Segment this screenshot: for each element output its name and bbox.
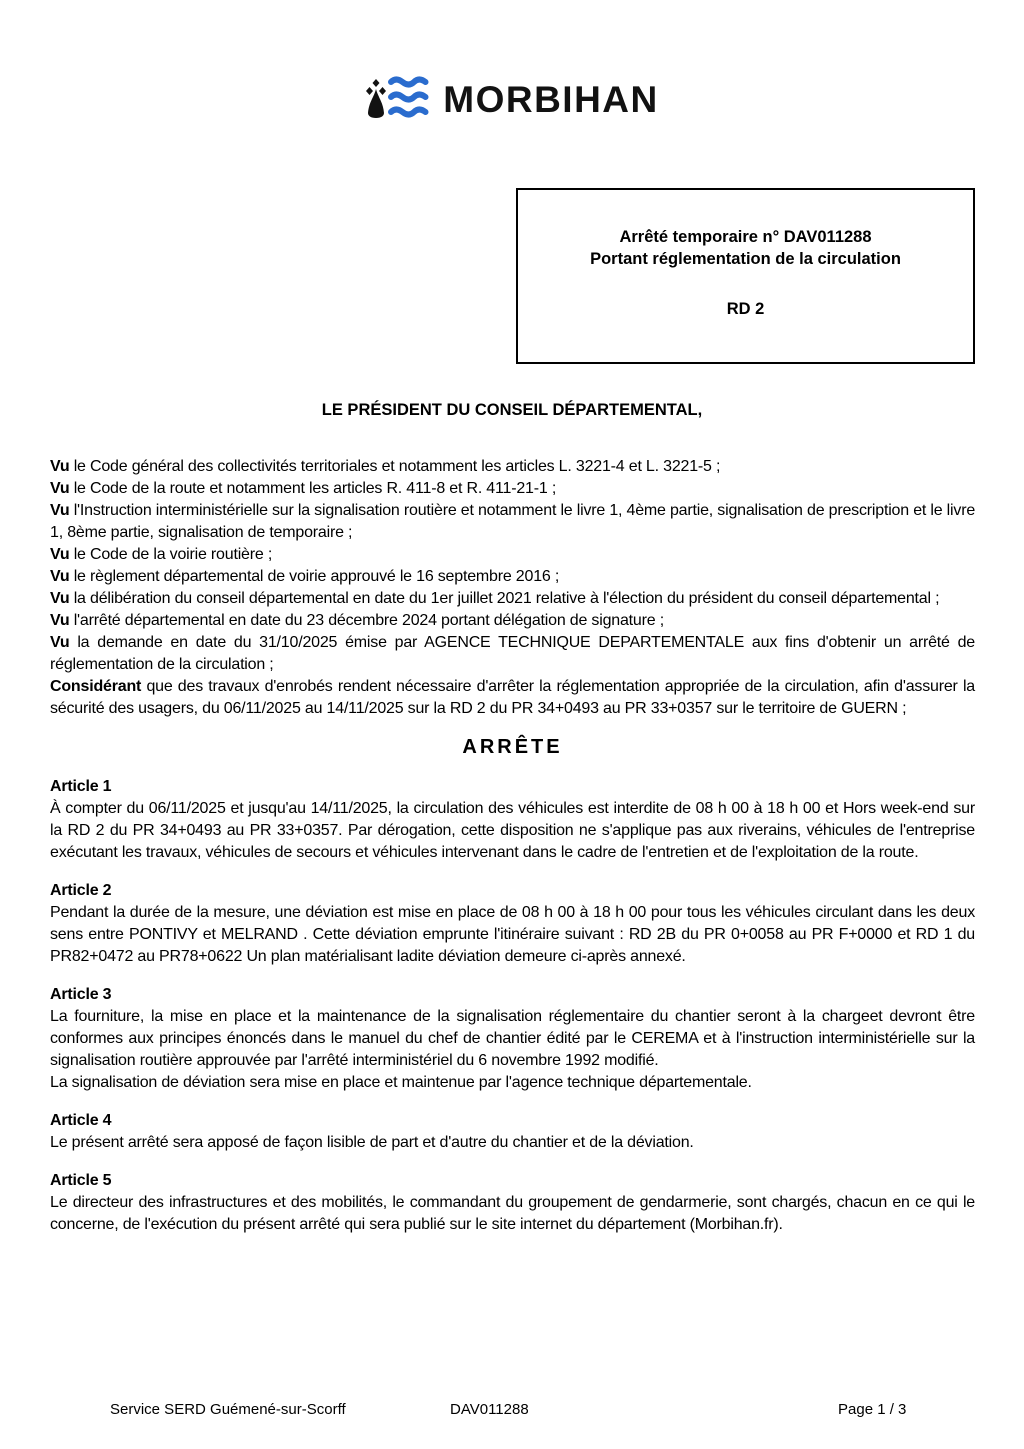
recital [50, 676, 975, 720]
article-3 [50, 984, 975, 1094]
recital [50, 456, 975, 478]
recital [50, 544, 975, 566]
article-paragraph: Le présent arrêté sera apposé de façon lisible de part et d'autre du chantier et de la déviation. [50, 1134, 694, 1151]
decree-heading: ARRÊTE [462, 736, 563, 758]
recital-text: la demande en date du 31/10/2025 émise par AGENCE TECHNIQUE DEPARTEMENTALE aux fins d'obtenir un arrêté de réglementation de la circulation ; [50, 634, 976, 673]
recital-text: que des travaux d'enrobés rendent nécessaire d'arrêter la réglementation appropriée de la circulation, afin d'assurer la sécurité des usagers, du 06/11/2025 au 14/11/2025 sur la RD 2 du PR 34+0493 au PR 33+0357 sur le territoire de GUERN ; [50, 678, 976, 717]
footer-reference: DAV011288 [450, 1401, 529, 1418]
footer-service: Service SERD Guémené-sur-Scorff [110, 1401, 346, 1418]
recital-text: le Code général des collectivités territoriales et notamment les articles L. 3221-4 et L. 3221-5 ; [73, 458, 721, 475]
article-paragraph: Pendant la durée de la mesure, une déviation est mise en place de 08 h 00 à 18 h 00 pour tous les véhicules circulant dans les deux sens entre PONTIVY et MELRAND . Cette déviation emprunte l'itinéraire suivant : RD 2B du PR 0+0058 au PR F+0000 et RD 1 du PR82+0472 au PR78+0622 Un plan matérialisant ladite déviation demeure ci-après annexé. [50, 904, 975, 965]
recital-lead: Vu [50, 634, 70, 651]
footer-page-number: Page 1 / 3 [838, 1401, 907, 1418]
recital-text: le Code de la voirie routière ; [73, 546, 273, 563]
order-number-line: Arrêté temporaire n° DAV011288 [619, 228, 872, 246]
article-paragraph: À compter du 06/11/2025 et jusqu'au 14/11/2025, la circulation des véhicules est interdite de 08 h 00 à 18 h 00 et Hors week-end sur la RD 2 du PR 34+0493 au PR 33+0357. Par dérogation, cette disposition ne s'applique pas aux riverains, véhicules de l'entreprise exécutant les travaux, véhicules de secours et véhicules intervenant dans le cadre de l'entretien et de l'exploitation de la route. [50, 800, 975, 861]
document-body [50, 456, 975, 1236]
article-2 [50, 880, 975, 968]
morbihan-logo [0, 72, 1024, 126]
recital [50, 566, 975, 588]
recital-lead: Vu [50, 502, 70, 519]
president-heading: LE PRÉSIDENT DU CONSEIL DÉPARTEMENTAL, [321, 401, 703, 419]
article-title: Article 1 [50, 778, 112, 795]
article-title: Article 3 [50, 986, 112, 1003]
order-subject-line: Portant réglementation de la circulation [590, 250, 901, 268]
recital-lead: Vu [50, 590, 70, 607]
order-title-box [516, 188, 975, 364]
recital-lead: Considérant [50, 678, 142, 695]
logo-wordmark: MORBIHAN [443, 78, 659, 120]
recital-lead: Vu [50, 612, 70, 629]
recital [50, 632, 975, 676]
recital [50, 610, 975, 632]
recital-text: l'arrêté départemental en date du 23 décembre 2024 portant délégation de signature ; [73, 612, 664, 629]
article-4 [50, 1110, 975, 1154]
article-paragraph: Le directeur des infrastructures et des mobilités, le commandant du groupement de gendarmerie, sont chargés, chacun en ce qui le concerne, de l'exécution du présent arrêté qui sera publié sur le site internet du département (Morbihan.fr). [50, 1194, 975, 1233]
recital [50, 588, 975, 610]
road-reference: RD 2 [726, 300, 765, 318]
recital-lead: Vu [50, 568, 70, 585]
recital-text: le règlement départemental de voirie approuvé le 16 septembre 2016 ; [73, 568, 560, 585]
article-paragraph: La signalisation de déviation sera mise en place et maintenue par l'agence technique départementale. [50, 1074, 752, 1091]
article-paragraph: La fourniture, la mise en place et la maintenance de la signalisation réglementaire du chantier seront à la chargeet devront être conformes aux principes énoncés dans le manuel du chef de chantier édité par le CEREMA et à l'instruction interministérielle sur la signalisation routière approuvée par l'arrêté interministériel du 6 novembre 1992 modifié. [50, 1008, 975, 1069]
morbihan-ermine-waves-icon [365, 72, 431, 126]
recital-lead: Vu [50, 480, 70, 497]
recital [50, 500, 975, 544]
recital-text: la délibération du conseil départemental en date du 1er juillet 2021 relative à l'élection du président du conseil départemental ; [73, 590, 940, 607]
recital-lead: Vu [50, 546, 70, 563]
article-title: Article 4 [50, 1112, 112, 1129]
article-title: Article 2 [50, 882, 112, 899]
recital [50, 478, 975, 500]
recital-text: le Code de la route et notamment les articles R. 411-8 et R. 411-21-1 ; [73, 480, 557, 497]
recital-lead: Vu [50, 458, 70, 475]
article-1 [50, 776, 975, 864]
article-title: Article 5 [50, 1172, 112, 1189]
recital-text: l'Instruction interministérielle sur la signalisation routière et notamment le livre 1, 4ème partie, signalisation de prescription et le livre 1, 8ème partie, signalisation de temporaire ; [50, 502, 976, 541]
article-5 [50, 1170, 975, 1236]
